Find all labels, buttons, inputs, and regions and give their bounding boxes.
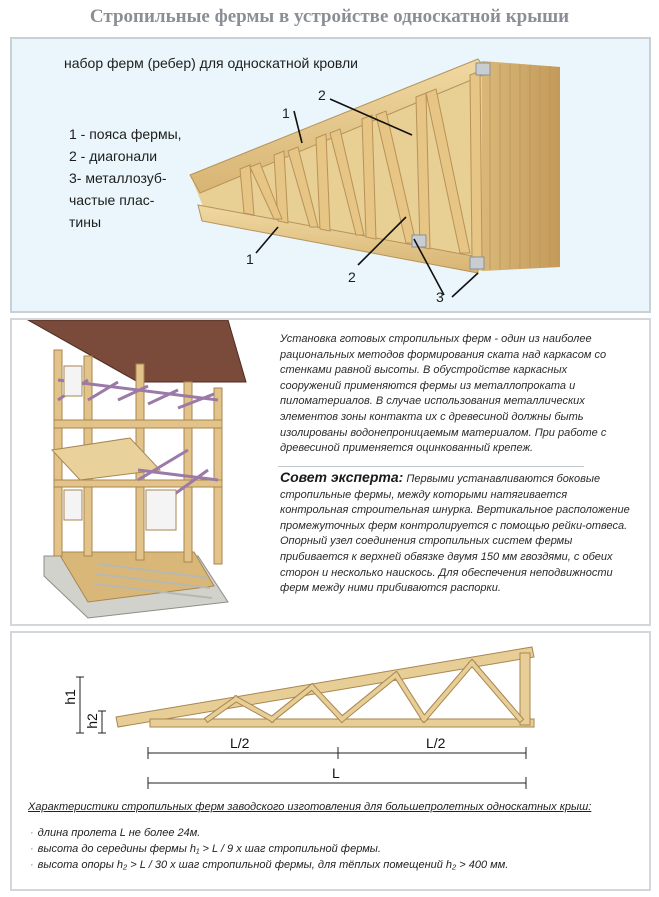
callout-1-top: 1 — [282, 105, 290, 121]
label-span: L — [332, 765, 340, 781]
legend-item: 1 - пояса фермы, — [69, 126, 182, 142]
label-half-right: L/2 — [426, 735, 446, 751]
characteristics-list — [30, 825, 508, 873]
characteristics-heading: Характеристики стропильных ферм заводского изготовления для большепролетных односкатных крыш: — [28, 801, 592, 813]
callout-1-bottom: 1 — [246, 251, 254, 267]
label-h2: h2 — [83, 713, 100, 729]
legend-item: частые плас- — [69, 192, 155, 208]
label-h1: h1 — [61, 689, 78, 705]
truss-scheme-panel — [10, 631, 651, 891]
divider — [278, 466, 584, 467]
installation-panel — [10, 318, 651, 626]
callout-2-top: 2 — [318, 87, 326, 103]
truss-set-heading: набор ферм (ребер) для односкатной кровли — [64, 55, 358, 71]
legend — [69, 123, 182, 233]
installation-paragraph: Установка готовых стропильных ферм - один из наиболее рациональных методов формирования ската над каркасом со стенками равной высоты. В обустройстве каркасных сооружений применяются фермы из металлопроката и пиломатериалов. В случае использования металлических элементов зоны контакта их с древесиной должны быть изолированы водонепроницаемым материалом. При работе с древесиной применяется оцинкованный крепеж. — [280, 333, 607, 455]
legend-item: 2 - диагонали — [69, 148, 158, 164]
expert-tip-text: Первыми устанавливаются боковые стропильные фермы, между которыми натягивается контрольная строительная шнурка. Вертикальное расположение промежуточных ферм контролируется с помощью рейки-отвеса. Опорный узел соединения стропильных систем фермы прибивается к верхней обвязке двумя 150 мм гвоздями, с обеих сторон и несколько наискось. Для обеспечения неподвижности ферм между ними прибиваются распорки. — [280, 473, 630, 595]
list-item: · длина пролета L не более 24м. — [30, 827, 201, 839]
expert-tip — [280, 470, 630, 597]
list-item: · высота до середины фермы h₁ > L / 9 x шаг стропильной фермы. — [30, 843, 381, 855]
page-title: Стропильные фермы в устройстве односкатной крыши — [89, 6, 570, 27]
frame-house-illustration — [18, 320, 268, 620]
legend-item: 3- металлозуб- — [69, 170, 167, 186]
callout-2-bottom: 2 — [348, 269, 356, 285]
legend-item: тины — [69, 214, 102, 230]
truss-scheme-diagram — [12, 633, 649, 793]
expert-tip-heading: Совет эксперта: — [280, 469, 404, 485]
callout-3-bottom: 3 — [436, 289, 444, 305]
list-item: · высота опоры h₂ > L / 30 x шаг стропильной фермы, для тёплых помещений h₂ > 400 мм. — [30, 859, 509, 871]
truss-set-panel — [10, 37, 651, 313]
label-half-left: L/2 — [230, 735, 250, 751]
